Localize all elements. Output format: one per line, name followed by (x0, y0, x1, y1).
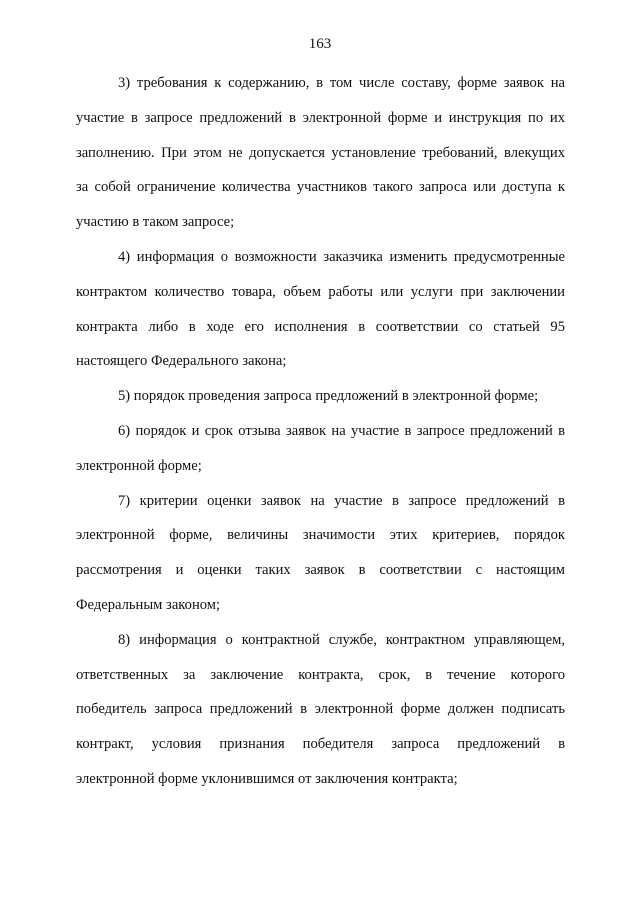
text-line: заполнению. При этом не допускается установление требований, влекущих (76, 144, 565, 161)
text-line: контракт, условия признания победителя запроса предложений в (76, 736, 565, 753)
paragraph-item-7 (76, 484, 565, 623)
paragraph-item-8 (76, 623, 565, 797)
text-line: контрактом количество товара, объем работы или услуги при заключении (76, 283, 565, 300)
text-line: 6) порядок и срок отзыва заявок на участие в запросе предложений в (118, 422, 565, 439)
text-line: победитель запроса предложений в электронной форме должен подписать (76, 701, 565, 718)
text-line: участие в запросе предложений в электронной форме и инструкция по их (76, 109, 565, 126)
text-line: 8) информация о контрактной службе, контрактном управляющем, (118, 631, 565, 648)
text-line: участию в таком запросе; (76, 214, 235, 231)
text-line: за собой ограничение количества участников такого запроса или доступа к (76, 179, 565, 196)
paragraph-item-4 (76, 240, 565, 379)
text-line: 5) порядок проведения запроса предложений в электронной форме; (118, 388, 539, 405)
text-line: электронной форме, величины значимости этих критериев, порядок (76, 527, 565, 544)
paragraph-item-6 (76, 414, 565, 484)
document-body (76, 66, 565, 797)
text-line: рассмотрения и оценки таких заявок в соответствии с настоящим (76, 562, 565, 579)
text-line: Федеральным законом; (76, 596, 221, 613)
text-line: ответственных за заключение контракта, срок, в течение которого (76, 666, 565, 683)
text-line: 3) требования к содержанию, в том числе составу, форме заявок на (118, 75, 565, 91)
paragraph-item-5 (76, 379, 565, 414)
page-number: 163 (308, 36, 332, 52)
text-line: 7) критерии оценки заявок на участие в запросе предложений в (118, 492, 565, 509)
text-line: электронной форме уклонившимся от заключения контракта; (76, 770, 458, 787)
text-line: контракта либо в ходе его исполнения в соответствии со статьей 95 (76, 318, 565, 335)
text-line: настоящего Федерального закона; (76, 353, 287, 370)
paragraph-item-3 (76, 66, 565, 240)
text-line: 4) информация о возможности заказчика изменить предусмотренные (118, 248, 565, 265)
text-line: электронной форме; (76, 457, 202, 474)
